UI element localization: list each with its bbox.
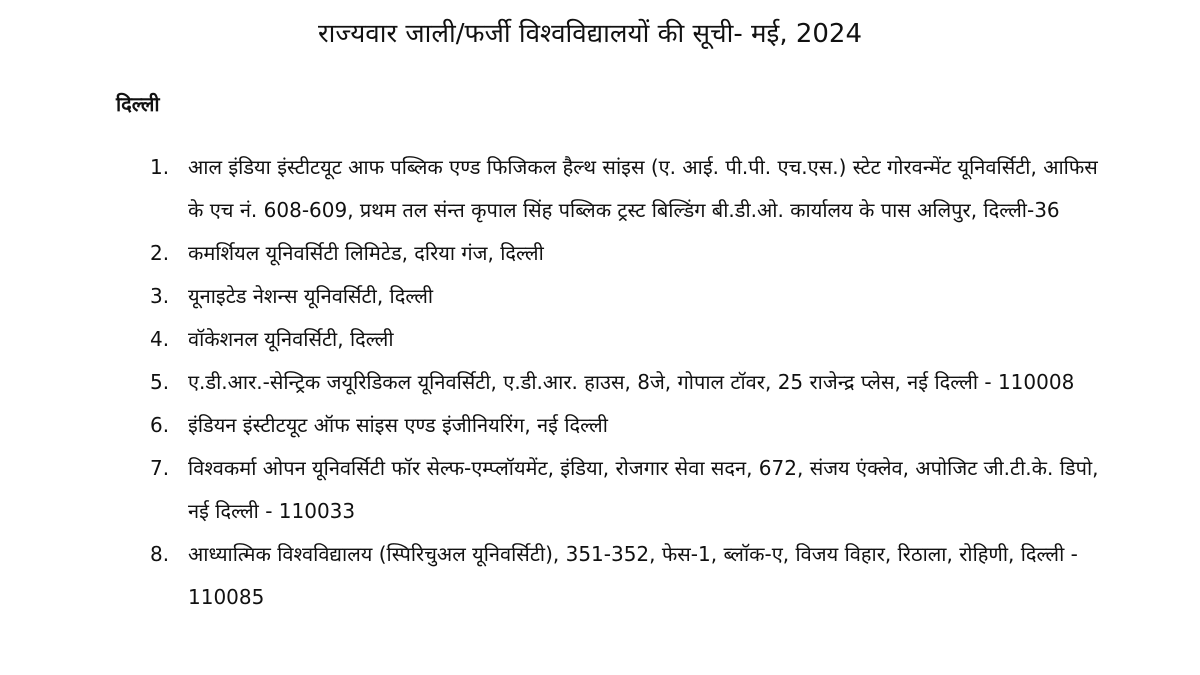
item-number: 2. [150,241,170,265]
item-text: इंडियन इंस्टीटयूट ऑफ सांइस एण्ड इंजीनियरिंग, नई दिल्ली [188,413,608,437]
item-number: 6. [150,413,170,437]
list-item [150,447,1150,533]
item-text: विश्वकर्मा ओपन यूनिवर्सिटी फॉर सेल्फ-एम्प्लॉयमेंट, इंडिया, रोजगार सेवा सदन, 672, संजय एंक्लेव, अपोजिट जी.टी.के. डिपो, नई दिल्ली - 110033 [188,456,1099,523]
list-item [150,318,1150,361]
item-text: ए.डी.आर.-सेन्ट्रिक जयूरिडिकल यूनिवर्सिटी, ए.डी.आर. हाउस, 8जे, गोपाल टॉवर, 25 राजेन्द्र प्लेस, नई दिल्ली - 110008 [188,370,1075,394]
item-text: कमर्शियल यूनिवर्सिटी लिमिटेड, दरिया गंज, दिल्ली [188,241,544,265]
item-number: 4. [150,327,170,351]
item-text: यूनाइटेड नेशन्स यूनिवर्सिटी, दिल्ली [188,284,434,308]
list-item [150,361,1150,404]
list-item [150,404,1150,447]
item-text: वॉकेशनल यूनिवर्सिटी, दिल्ली [188,327,394,351]
state-heading: दिल्ली [116,92,160,116]
item-number: 3. [150,284,170,308]
item-number: 7. [150,456,170,480]
item-number: 1. [150,155,170,179]
item-text: आध्यात्मिक विश्वविद्यालय (स्पिरिचुअल यूनिवर्सिटी), 351-352, फेस-1, ब्लॉक-ए, विजय विहार, रिठाला, रोहिणी, दिल्ली - 110085 [188,542,1078,609]
list-item [150,232,1150,275]
item-text: आल इंडिया इंस्टीटयूट आफ पब्लिक एण्ड फिजिकल हैल्थ सांइस (ए. आई. पी.पी. एच.एस.) स्टेट गोरवन्मेंट यूनिवर्सिटी, आफिस के एच नं. 608-609, प्रथम तल संन्त कृपाल सिंह पब्लिक ट्रस्ट बिल्डिंग बी.डी.ओ. कार्यालय के पास अलिपुर, दिल्ली-36 [188,155,1098,222]
list-item [150,146,1150,232]
university-list [150,146,1150,619]
list-item [150,533,1150,619]
list-item [150,275,1150,318]
item-number: 8. [150,542,170,566]
item-number: 5. [150,370,170,394]
document-title: राज्यवार जाली/फर्जी विश्वविद्यालयों की सूची- मई, 2024 [317,19,863,49]
